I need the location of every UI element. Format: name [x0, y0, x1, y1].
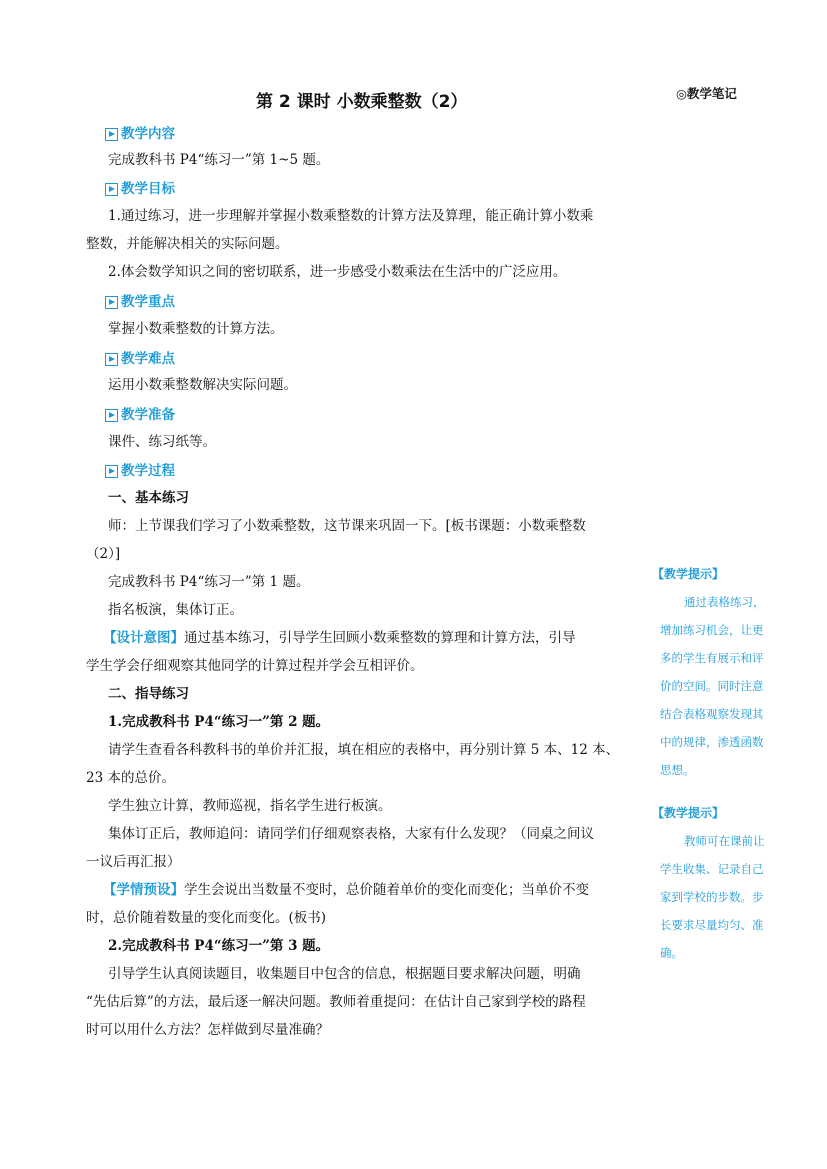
tip1-line: 价的空间。同时注意: [660, 679, 764, 693]
play-icon: [105, 409, 118, 422]
predict-tag: 【学情预设】: [103, 882, 184, 898]
section-heading-process: 教学过程: [105, 462, 175, 480]
p2: 完成教科书 P4“练习一”第 1 题。: [108, 574, 310, 590]
tip1-line: 结合表格观察发现其: [660, 707, 764, 721]
ex2-title: 2.完成教科书 P4“练习一”第 3 题。: [108, 938, 330, 954]
ex2-line1: 引导学生认真阅读题目，收集题目中包含的信息，根据题目要求解决问题，明确: [108, 966, 581, 982]
ex2-line3: 时可以用什么方法？怎样做到尽量准确？: [86, 1022, 329, 1038]
section-heading-content: 教学内容: [105, 125, 175, 143]
tip1-line: 中的规律，渗透函数: [660, 735, 764, 749]
prep-text: 课件、练习纸等。: [108, 434, 216, 450]
tip1-line: 增加练习机会，让更: [660, 623, 764, 637]
page-title: 第 2 课时 小数乘整数（2）: [256, 92, 468, 112]
tip2-line: 长要求尽量均匀、准: [660, 918, 764, 932]
tip1-tag: 【教学提示】: [652, 567, 725, 581]
section-heading-difficulty: 教学难点: [105, 350, 175, 368]
play-icon: [105, 128, 118, 141]
goal1-line1: 1.通过练习，进一步理解并掌握小数乘整数的计算方法及算理，能正确计算小数乘: [108, 208, 594, 224]
p1-line2: （2）]: [86, 546, 121, 562]
ex1-title: 1.完成教科书 P4“练习一”第 2 题。: [108, 714, 330, 730]
ex2-line2: “先估后算”的方法，最后逐一解决问题。教师着重提问：在估计自己家到学校的路程: [86, 994, 586, 1010]
section-heading-prep: 教学准备: [105, 406, 175, 424]
ex1-line2: 23 本的总价。: [86, 770, 175, 786]
tip2-line: 学生收集、记录自己: [660, 862, 764, 876]
tip2-tag: 【教学提示】: [652, 806, 725, 820]
goal1-line2: 整数，并能解决相关的实际问题。: [86, 236, 289, 252]
tip1-line: 通过表格练习，: [684, 595, 765, 609]
tip2-line: 家到学校的步数。步: [660, 890, 764, 904]
goal2: 2.体会数学知识之间的密切联系，进一步感受小数乘法在生活中的广泛应用。: [108, 264, 567, 280]
p3: 指名板演，集体订正。: [108, 602, 243, 618]
tip2-line: 确。: [660, 946, 683, 960]
design-line1: 【设计意图】通过基本练习，引导学生回顾小数乘整数的算理和计算方法，引导: [103, 630, 576, 646]
ex1-p3-line1: 集体订正后，教师追问：请同学们仔细观察表格，大家有什么发现？（同桌之间议: [108, 826, 594, 842]
design-line2: 学生学会仔细观察其他同学的计算过程并学会互相评价。: [86, 658, 424, 674]
tip2-line: 教师可在课前让: [684, 834, 765, 848]
predict-line2: 时，总价随着数量的变化而变化。(板书): [86, 910, 327, 926]
part2-title: 二、指导练习: [108, 686, 189, 702]
content-text: 完成教科书 P4“练习一”第 1~5 题。: [108, 152, 330, 168]
ex1-p3-line2: 一议后再汇报）: [86, 854, 181, 870]
ex1-p2: 学生独立计算，教师巡视，指名学生进行板演。: [108, 798, 392, 814]
play-icon: [105, 183, 118, 196]
p1-line1: 师：上节课我们学习了小数乘整数，这节课来巩固一下。[板书课题：小数乘整数: [108, 518, 586, 534]
ex1-line1: 请学生查看各科教科书的单价并汇报，填在相应的表格中，再分别计算 5 本、12 本、: [108, 742, 620, 758]
teaching-notes-label: ◎教学笔记: [676, 86, 737, 101]
difficulty-text: 运用小数乘整数解决实际问题。: [108, 377, 297, 393]
play-icon: [105, 296, 118, 309]
tip1-line: 思想。: [660, 763, 695, 777]
play-icon: [105, 465, 118, 478]
predict-line1: 【学情预设】学生会说出当数量不变时，总价随着单价的变化而变化；当单价不变: [103, 882, 589, 898]
key-text: 掌握小数乘整数的计算方法。: [108, 321, 284, 337]
section-heading-key: 教学重点: [105, 293, 175, 311]
play-icon: [105, 353, 118, 366]
design-tag: 【设计意图】: [103, 630, 184, 646]
part1-title: 一、基本练习: [108, 490, 189, 506]
section-heading-goals: 教学目标: [105, 180, 175, 198]
tip1-line: 多的学生有展示和评: [660, 651, 764, 665]
